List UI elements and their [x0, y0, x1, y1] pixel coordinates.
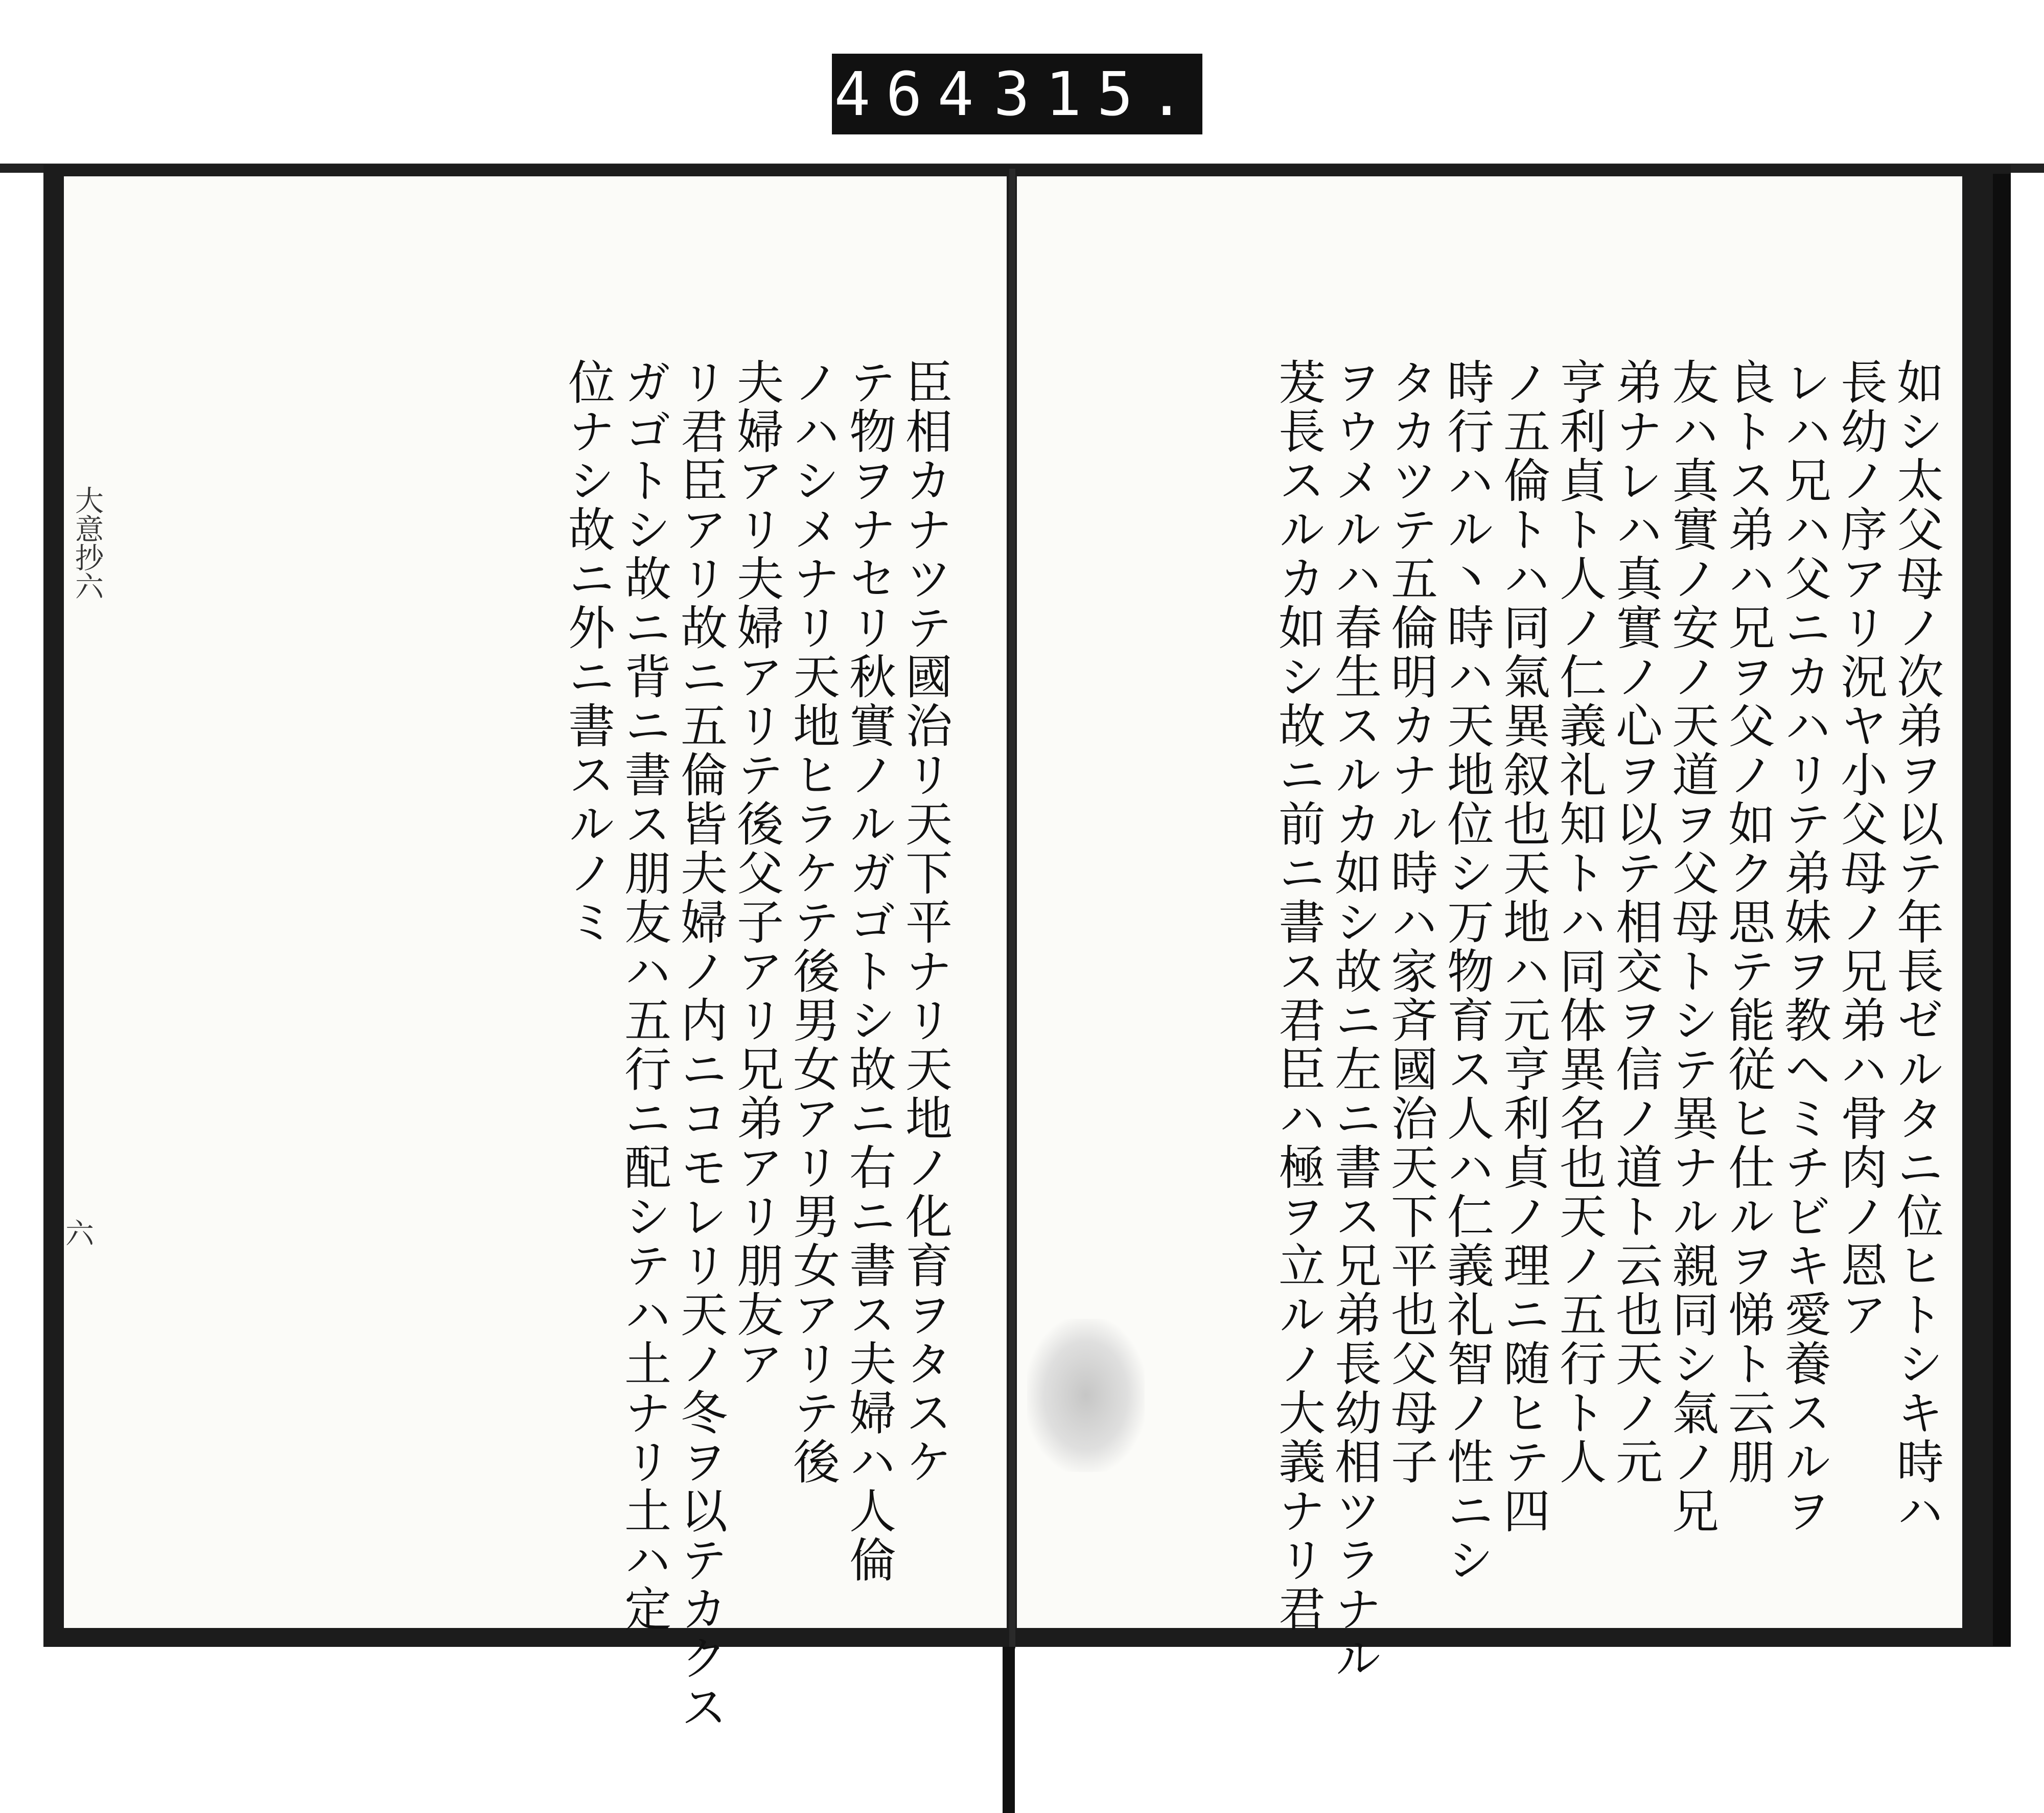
text-column: ノハシメナリ天地ヒラケテ後男女アリ男女アリテ後 — [785, 358, 840, 1486]
page-stain — [1027, 1319, 1145, 1472]
folio-number: 六 — [65, 1218, 94, 1251]
text-column: 亨利貞ト人ノ仁義礼知トハ同体異名也天ノ五行ト人 — [1552, 358, 1607, 1486]
text-column: ガゴトシ故ニ背ニ書ス朋友ハ五行ニ配シテハ土ナリ土ハ定 — [617, 358, 671, 1634]
archive-label — [832, 54, 1202, 134]
text-column: 友ハ真實ノ安ノ天道ヲ父母トシテ異ナル親同シ氣ノ兄 — [1664, 358, 1719, 1535]
text-column: リ君臣アリ故ニ五倫皆夫婦ノ内ニコモレリ天ノ冬ヲ以テカクス — [673, 358, 728, 1732]
text-column: タカツテ五倫明カナル時ハ家斉國治天下平也父母子 — [1383, 358, 1438, 1486]
text-column: 長幼ノ序アリ況ヤ小父母ノ兄弟ハ骨肉ノ恩ア — [1833, 358, 1888, 1339]
text-column: 時行ハル丶時ハ天地位シ万物育ス人ハ仁義礼智ノ性ニシ — [1439, 358, 1494, 1585]
text-column: 位ナシ故ニ外ニ書スルノミ — [561, 358, 615, 947]
text-column: 良トス弟ハ兄ヲ父ノ如ク思テ能従ヒ仕ルヲ悌ト云朋 — [1721, 358, 1775, 1486]
text-column: ヲウメルハ春生スルカ如シ故ニ左ニ書ス兄弟長幼相ツラナル — [1327, 358, 1382, 1683]
text-column: 臣相カナツテ國治リ天下平ナリ天地ノ化育ヲタスケ — [898, 358, 953, 1486]
text-column: 如シ太父母ノ次弟ヲ以テ年長ゼルタニ位ヒトシキ時ハ — [1889, 358, 1944, 1535]
right-cover-edge — [1993, 174, 2011, 1646]
text-column: 茇長スルカ如シ故ニ前ニ書ス君臣ハ極ヲ立ルノ大義ナリ君 — [1271, 358, 1326, 1634]
text-column: 弟ナレハ真實ノ心ヲ以テ相交ヲ信ノ道ト云也天ノ元 — [1608, 358, 1663, 1486]
label-right-number: 315. — [993, 59, 1200, 129]
spine-shadow — [1003, 1647, 1015, 1813]
page-gutter — [1009, 169, 1015, 1648]
margin-title: 大意抄六 — [71, 486, 104, 600]
text-column: テ物ヲナセリ秋實ノルガゴトシ故ニ右ニ書ス夫婦ハ人倫 — [842, 358, 896, 1585]
text-column: ノ五倫トハ同氣異叙也天地ハ元亨利貞ノ理ニ随ヒテ四 — [1496, 358, 1550, 1535]
label-left-number: 464 — [834, 59, 989, 129]
text-column: レハ兄ハ父ニカハリテ弟妹ヲ教ヘミチビキ愛養スルヲ — [1777, 358, 1831, 1535]
text-column: 夫婦アリ夫婦アリテ後父子アリ兄弟アリ朋友ア — [729, 358, 784, 1388]
